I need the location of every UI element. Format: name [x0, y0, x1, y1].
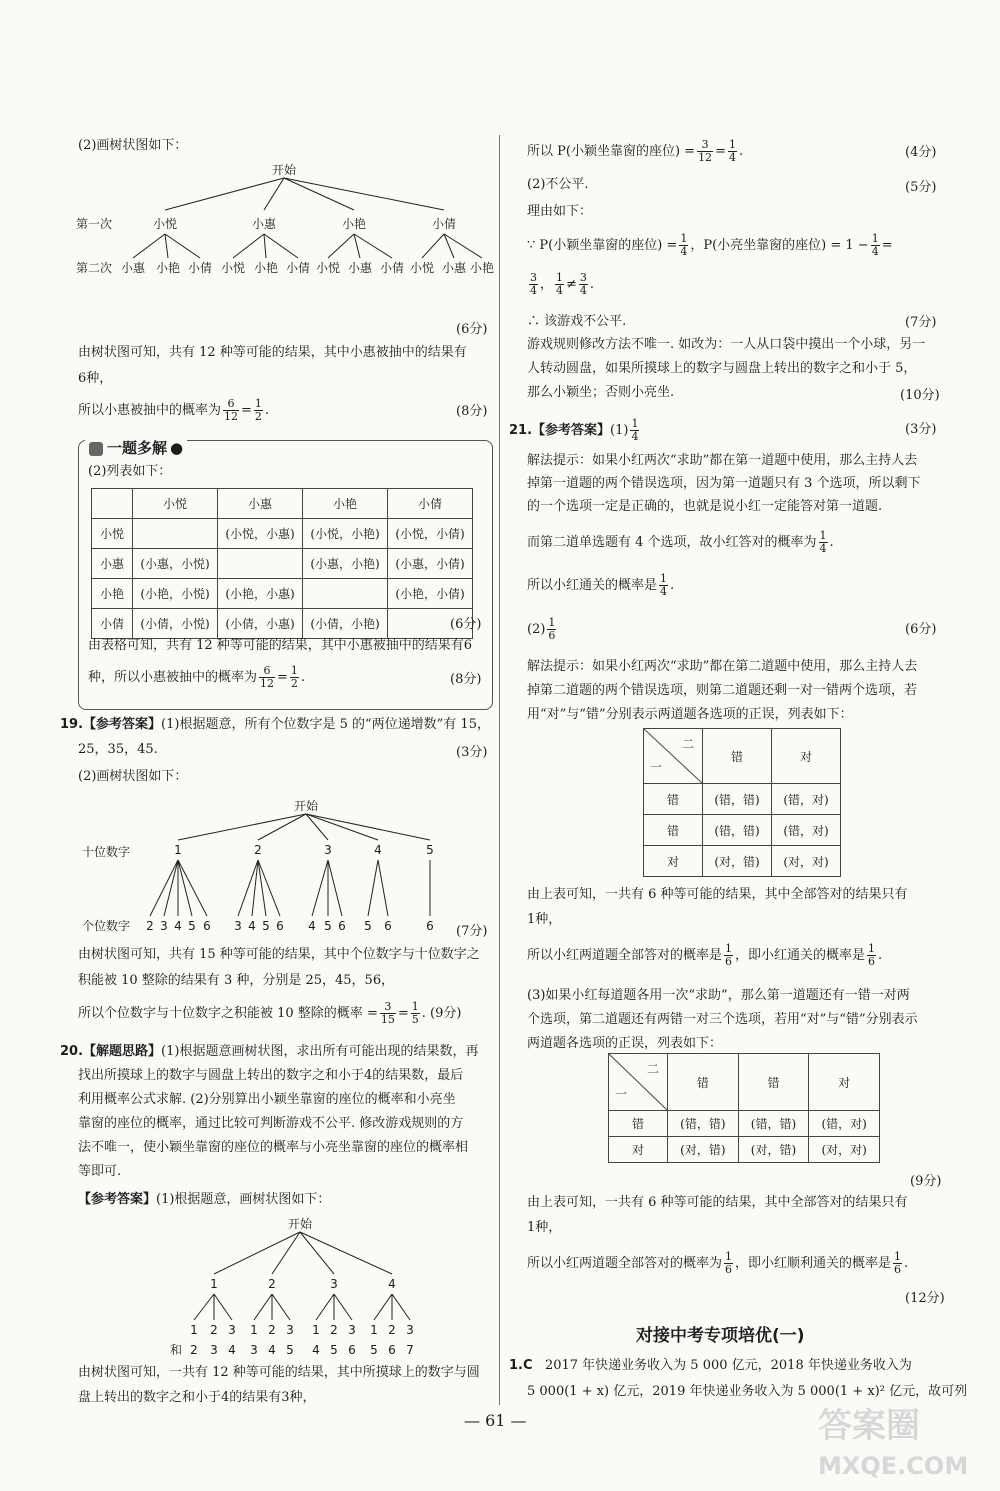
r15: 所以小红通关的概率是 $\frac{1}{4}$ . [527, 572, 675, 598]
svg-text:5: 5 [324, 919, 332, 933]
score-8b: (8分) [450, 672, 482, 687]
table-row: 错 (错，错) (错，对) [644, 815, 841, 846]
svg-text:4: 4 [312, 1343, 320, 1357]
svg-text:4: 4 [388, 1277, 396, 1291]
t1-h1: 小悦 [133, 489, 218, 519]
box-part2: (2)列表如下： [88, 464, 172, 479]
svg-text:6: 6 [203, 919, 211, 933]
r5: $\frac{3}{4}$ ， $\frac{1}{4}$ ≠ $\frac{3}{4}$ . [530, 271, 595, 297]
svg-text:6: 6 [388, 1343, 396, 1357]
r25: 两道题各选项的正误，列表如下： [527, 1036, 723, 1051]
svg-text:3: 3 [286, 1323, 294, 1337]
q19-text4: 积能被 10 整除的结果有 3 种，分别是 25，45，56， [78, 973, 395, 988]
t1-h2: 小惠 [218, 489, 303, 519]
q19-text5: 所以个位数字与十位数字之积能被 10 整除的概率 = $\frac{3}{15}$ = $\frac{1}{5}$ . (9分) [78, 1000, 462, 1026]
tree1-row1-label: 第一次 [76, 217, 113, 231]
svg-text:1: 1 [370, 1323, 378, 1337]
table-row: 对 (对，错) (对，对) [644, 846, 841, 877]
r17: 解法提示：如果小红两次“求助”都在第二道题中使用，那么主持人去 [527, 659, 918, 674]
t2-corner: 二 一 [644, 729, 703, 784]
box-text1: 由表格可知，共有 12 种等可能的结果，其中小惠被抽中的结果有6 [88, 638, 473, 653]
tree1-l1-1: 小惠 [251, 217, 277, 231]
t3-corner: 二 一 [609, 1054, 668, 1111]
tree2-row1-label: 十位数字 [82, 845, 131, 859]
r11: 解法提示：如果小红两次“求助”都在第一道题中使用，那么主持人去 [527, 453, 918, 468]
svg-text:3: 3 [160, 919, 168, 933]
svg-text:5: 5 [188, 919, 196, 933]
q19-part2: (2)画树状图如下： [78, 769, 188, 784]
svg-text:3: 3 [250, 1343, 258, 1357]
score-12: (12分) [905, 1291, 945, 1306]
table-row: 小艳 (小艳，小悦) (小艳，小惠) (小艳，小倩) [92, 579, 473, 609]
score-8a: (8分) [456, 404, 488, 419]
box-text2: 种，所以小惠被抽中的概率为 $\frac{6}{12}$ = $\frac{1}{2}$ . [88, 664, 306, 690]
score-3b: (3分) [905, 422, 937, 437]
score-6c: (6分) [905, 622, 937, 637]
table-row: 对 (对，错) (对，错) (对，对) [609, 1137, 880, 1163]
q20-line6: 等即可. [78, 1164, 122, 1179]
r20: 由上表可知，一共有 6 种等可能的结果，其中全部答对的结果只有 [527, 887, 908, 902]
q18-text3: 所以小惠被抽中的概率为 $\frac{6}{12}$ = $\frac{1}{2}$ . [78, 397, 270, 423]
r8: 人转动圆盘，如果所摸球上的数字与圆盘上转出的数字之和小于 5， [527, 361, 917, 376]
svg-text:5: 5 [262, 919, 270, 933]
q21-part2: (2) $\frac{1}{6}$ [527, 616, 556, 642]
svg-text:6: 6 [426, 919, 434, 933]
tree1-l2-11: 小艳 [469, 261, 495, 275]
q20-text7: 由树状图可知，一共有 12 种等可能的结果，其中所摸球上的数字与圆 [78, 1365, 480, 1380]
tree1-l2-0: 小惠 [120, 261, 146, 275]
tree2-row2-label: 个位数字 [82, 919, 131, 933]
tree2-root: 开始 [293, 799, 319, 813]
r24: 个选项，第二道题还有两错一对三个选项，若用“对”与“错”分别表示 [527, 1012, 918, 1027]
r9: 那么小颖坐；否则小亮坐. [527, 385, 675, 400]
r23: (3)如果小红每道题各用一次“求助”，那么第一道题还有一错一对两 [527, 988, 910, 1003]
r14: 而第二道单选题有 4 个选项，故小红答对的概率为 $\frac{1}{4}$ . [527, 529, 834, 555]
svg-text:4: 4 [308, 919, 316, 933]
q20-line3: 利用概率公式求解. (2)分别算出小颖坐靠窗的座位的概率和小亮坐 [78, 1092, 456, 1107]
tree-diagram-2 [76, 792, 456, 938]
svg-text:2: 2 [146, 919, 154, 933]
r19: 用“对”与“错”分别表示两道题各选项的正误，列表如下： [527, 707, 853, 722]
svg-text:3: 3 [210, 1343, 218, 1357]
tree2-l1-3: 4 [374, 843, 382, 857]
tree2-l1-4: 5 [426, 843, 434, 857]
svg-text:3: 3 [406, 1323, 414, 1337]
q18-text2: 6种， [78, 371, 113, 386]
lightbulb-icon [89, 442, 103, 456]
tree1-l2-8: 小倩 [379, 261, 405, 275]
alt-solution-title: 一题多解 ● [85, 437, 187, 458]
score-9b: (9分) [910, 1174, 942, 1189]
q1-line1: 1.C 2017 年快递业务收入为 5 000 亿元，2018 年快递业务收入为 [509, 1358, 912, 1373]
tree1-l1-0: 小悦 [152, 217, 178, 231]
svg-text:6: 6 [338, 919, 346, 933]
score-6a: (6分) [456, 322, 488, 337]
score-10: (10分) [900, 388, 940, 403]
q20-line2: 找出所摸球上的数字与圆盘上转出的数字之和小于4的结果数，最后 [78, 1068, 464, 1083]
q21-line1: 21.【参考答案】(1) $\frac{1}{4}$ [509, 417, 639, 443]
svg-text:2: 2 [268, 1323, 276, 1337]
svg-text:4: 4 [268, 1343, 276, 1357]
r2: (2)不公平. [527, 177, 589, 192]
tree1-l2-10: 小惠 [441, 261, 467, 275]
tree2-l1-0: 1 [174, 843, 182, 857]
q19-text3: 由树状图可知，共有 15 种等可能的结果，其中个位数字与十位数字之 [78, 947, 480, 962]
r12: 掉第一道题的两个错误选项，因为第一道题只有 3 个选项，所以剩下 [527, 476, 921, 491]
svg-text:5: 5 [364, 919, 372, 933]
table-row: 小倩 (小倩，小悦) (小倩，小惠) (小倩，小艳) [92, 609, 473, 639]
tree3-sum-label: 和 [170, 1343, 183, 1357]
r26: 由上表可知，一共有 6 种等可能的结果，其中全部答对的结果只有 [527, 1195, 908, 1210]
r18: 掉第二道题的两个错误选项，则第二道题还剩一对一错两个选项，若 [527, 683, 918, 698]
svg-text:3: 3 [228, 1323, 236, 1337]
svg-text:2: 2 [388, 1323, 396, 1337]
page-number: — 61 — [464, 1411, 527, 1430]
svg-text:1: 1 [210, 1277, 218, 1291]
svg-text:2: 2 [210, 1323, 218, 1337]
t1-h0 [92, 489, 133, 519]
score-7b: (7分) [905, 315, 937, 330]
tree1-l2-5: 小倩 [285, 261, 311, 275]
svg-text:4: 4 [248, 919, 256, 933]
watermark-logo: 答案圈 [818, 1406, 920, 1446]
tree1-l2-2: 小倩 [187, 261, 213, 275]
q20-line1: 20.【解题思路】(1)根据题意画树状图，求出所有可能出现的结果数，再 [60, 1044, 479, 1059]
r13: 的一个选项一定是正确的，也就是说小红一定能答对第一道题. [527, 499, 883, 514]
score-7a: (7分) [456, 924, 488, 939]
svg-text:5: 5 [370, 1343, 378, 1357]
r4: ∵ P(小颖坐靠窗的座位) = $\frac{1}{4}$ ，P(小亮坐靠窗的座位) = 1 − $\frac{1}{4}$ = [527, 232, 893, 258]
t1-h4: 小倩 [388, 489, 473, 519]
q20-text8: 盘上转出的数字之和小于4的结果有3种， [78, 1390, 316, 1405]
svg-text:7: 7 [406, 1343, 414, 1357]
tree3-root: 开始 [287, 1217, 313, 1231]
q20-line4: 靠窗的座位的概率，通过比较可判断游戏不公平. 修改游戏规则的方 [78, 1116, 464, 1131]
column-divider [499, 135, 500, 1405]
t1-h3: 小艳 [303, 489, 388, 519]
score-4: (4分) [905, 145, 937, 160]
r22: 所以小红两道题全部答对的概率是 $\frac{1}{6}$ ，即小红通关的概率是 $\frac{1}{6}$ . [527, 942, 883, 968]
svg-text:1: 1 [250, 1323, 258, 1337]
svg-text:3: 3 [348, 1323, 356, 1337]
r7: 游戏规则修改方法不唯一. 如改为：一人从口袋中摸出一个小球，另一 [527, 337, 926, 352]
score-6b: (6分) [450, 617, 482, 632]
svg-text:4: 4 [174, 919, 182, 933]
table-row: 小悦 (小悦，小惠) (小悦，小艳) (小悦，小倩) [92, 519, 473, 549]
tree1-l2-6: 小悦 [315, 261, 341, 275]
r3: 理由如下： [527, 204, 593, 219]
q18-text1: 由树状图可知，共有 12 种等可能的结果，其中小惠被抽中的结果有 [78, 345, 467, 360]
q20-line5: 法不唯一，使小颖坐靠窗的座位的概率与小亮坐靠窗的座位的概率相 [78, 1140, 469, 1155]
svg-text:3: 3 [330, 1277, 338, 1291]
svg-text:1: 1 [312, 1323, 320, 1337]
svg-text:4: 4 [228, 1343, 236, 1357]
q20-answer: 【参考答案】(1)根据题意，画树状图如下： [78, 1192, 331, 1207]
outcome-table-2: 二 一 错 对 错 (错，错) (错，对) 错 (错，错) (错，对) 对 (对，错) (对，对) [643, 728, 841, 877]
tree-diagram-3 [150, 1212, 450, 1362]
table-row: 小惠 (小惠，小悦) (小惠，小艳) (小惠，小倩) [92, 549, 473, 579]
r1: 所以 P(小颖坐靠窗的座位) = $\frac{3}{12}$ = $\frac{1}{4}$ . [527, 138, 744, 164]
outcome-table-1 [91, 488, 473, 639]
r6: ∴ 该游戏不公平. [527, 314, 627, 329]
q1-line2: 5 000(1 + x) 亿元，2019 年快递业务收入为 5 000(1 + x)² 亿元，故可列 [527, 1384, 968, 1399]
svg-text:2: 2 [268, 1277, 276, 1291]
svg-text:6: 6 [276, 919, 284, 933]
svg-text:5: 5 [286, 1343, 294, 1357]
q19-line1: 19.【参考答案】(1)根据题意，所有个位数字是 5 的“两位递增数”有 15， [60, 717, 490, 732]
tree-diagram-1 [70, 158, 500, 280]
tree1-l1-2: 小艳 [341, 217, 367, 231]
tree1-l2-1: 小艳 [155, 261, 181, 275]
svg-text:6: 6 [384, 919, 392, 933]
svg-text:2: 2 [190, 1343, 198, 1357]
table-row: 错 (错，错) (错，错) (错，对) [609, 1111, 880, 1137]
outcome-table-3: 二 一 错 错 对 错 (错，错) (错，错) (错，对) 对 (对，错) (对，错) (对，对) [608, 1053, 880, 1163]
r27: 1种， [527, 1220, 562, 1235]
tree1-l1-3: 小倩 [431, 217, 457, 231]
tree2-l1-2: 3 [324, 843, 332, 857]
svg-text:2: 2 [330, 1323, 338, 1337]
tree1-root: 开始 [271, 163, 297, 177]
r28: 所以小红两道题全部答对的概率为 $\frac{1}{6}$ ，即小红顺利通关的概率是 $\frac{1}{6}$ . [527, 1250, 909, 1276]
q19-line2: 25，35，45. [78, 742, 158, 757]
tree1-row2-label: 第二次 [76, 261, 113, 275]
section-title: 对接中考专项培优(一) [636, 1326, 805, 1346]
tree1-l2-4: 小艳 [253, 261, 279, 275]
table-row: 错 (错，错) (错，对) [644, 784, 841, 815]
q18-part2-heading: (2)画树状图如下： [78, 138, 188, 153]
svg-text:5: 5 [330, 1343, 338, 1357]
score-5: (5分) [905, 180, 937, 195]
tree1-l2-7: 小惠 [347, 261, 373, 275]
svg-text:3: 3 [234, 919, 242, 933]
score-3a: (3分) [456, 745, 488, 760]
tree1-l2-9: 小悦 [409, 261, 435, 275]
svg-text:6: 6 [348, 1343, 356, 1357]
tree2-l1-1: 2 [254, 843, 262, 857]
tree1-l2-3: 小悦 [220, 261, 246, 275]
watermark-url: MXQE.COM [818, 1452, 969, 1480]
svg-text:1: 1 [190, 1323, 198, 1337]
r21: 1种， [527, 912, 562, 927]
